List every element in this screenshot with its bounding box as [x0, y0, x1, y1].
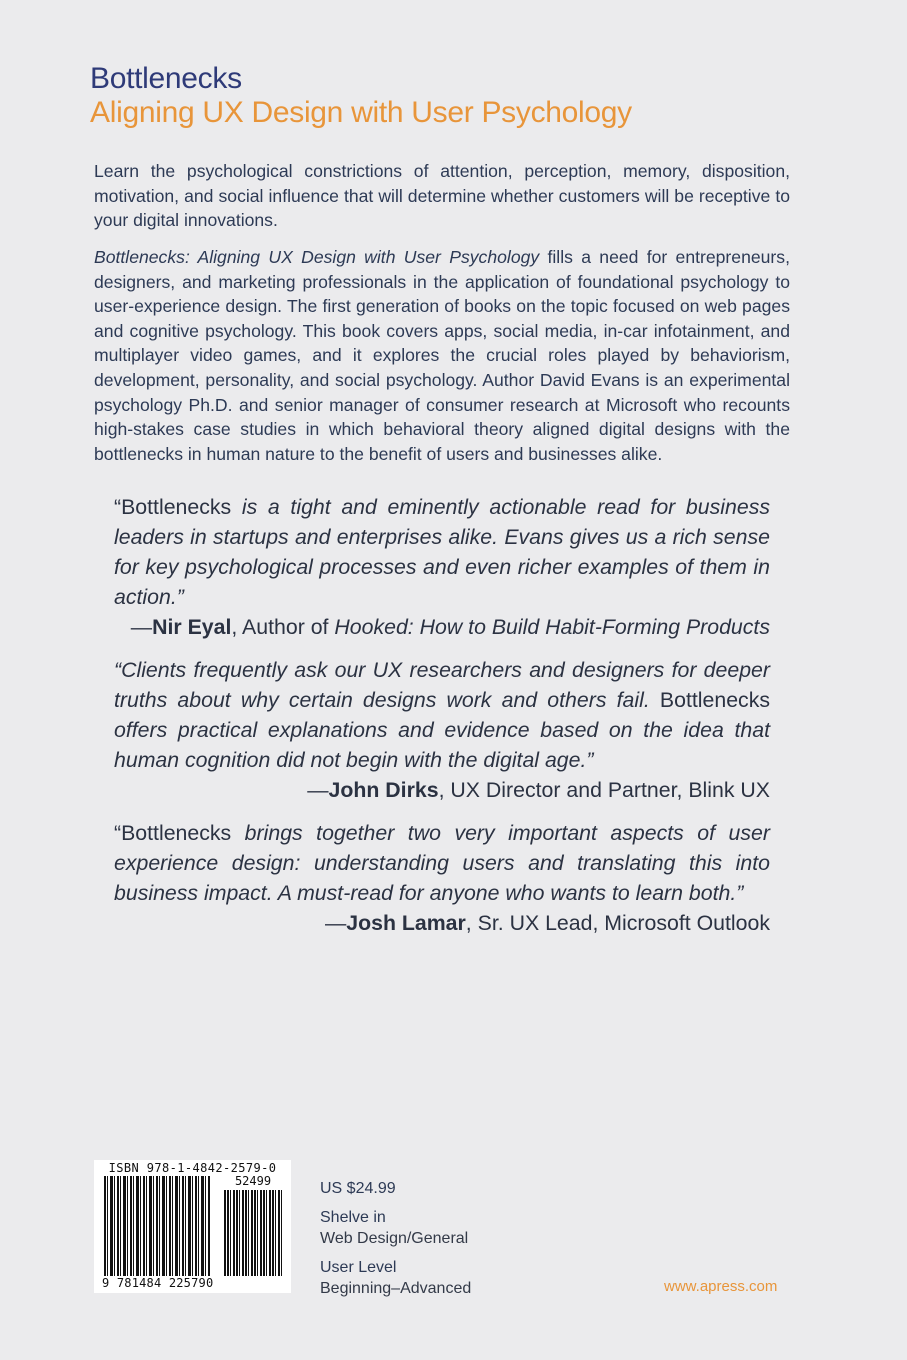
- publisher-website[interactable]: www.apress.com: [664, 1278, 778, 1295]
- testimonial-3-body: brings together two very important aspects of user experience design: understanding users and translating this into business impact. A must-read for anyone who wants to learn both.”: [114, 821, 770, 905]
- shelve-value: Web Design/General: [320, 1230, 469, 1247]
- testimonial-2-role: , UX Director and Partner, Blink UX: [438, 778, 770, 802]
- testimonials: [114, 492, 770, 951]
- testimonial-1-text: [114, 492, 770, 612]
- testimonial-2-book-name: Bottlenecks: [659, 688, 770, 712]
- testimonial-1-dash: —: [130, 615, 153, 639]
- shelve-label: Shelve in: [320, 1209, 386, 1226]
- testimonial-1-attribution: [114, 612, 770, 642]
- testimonial-3: [114, 818, 770, 938]
- book-subtitle: Aligning UX Design with User Psychology: [90, 96, 632, 129]
- testimonial-2-attribution: [114, 775, 770, 805]
- user-level-value: Beginning–Advanced: [320, 1280, 472, 1297]
- testimonial-1-body: is a tight and eminently actionable read for business leaders in startups and enterprises alike. Evans gives us a rich sense for key psychological processes and even richer examples of them in action.”: [114, 495, 770, 609]
- book-info: [320, 1178, 471, 1307]
- testimonial-1-book: Hooked: How to Build Habit-Forming Products: [334, 615, 770, 639]
- testimonial-2-name: John Dirks: [328, 778, 439, 802]
- testimonial-3-name: Josh Lamar: [346, 911, 466, 935]
- testimonial-2: [114, 655, 770, 805]
- barcode-addon-number: 52499: [234, 1174, 272, 1188]
- book-title: Bottlenecks: [90, 62, 242, 95]
- isbn-text: ISBN 978-1-4842-2579-0: [108, 1161, 277, 1175]
- testimonial-1: [114, 492, 770, 642]
- testimonial-2-body: offers practical explanations and evidence based on the idea that human cognition did not begin with the digital age.”: [114, 718, 770, 772]
- testimonial-3-text: [114, 818, 770, 908]
- testimonial-3-attribution: [114, 908, 770, 938]
- testimonial-3-open: “Bottlenecks: [114, 821, 232, 845]
- barcode: [94, 1160, 291, 1293]
- testimonial-1-role: , Author of: [231, 615, 335, 639]
- description-italic-title: Bottlenecks: Aligning UX Design with User Psychology: [94, 247, 540, 267]
- description-body: fills a need for entrepreneurs, designers, and marketing professionals in the application of foundational psychology to user-experience design. The first generation of books on the topic focused on web pages and cognitive psychology. This book covers apps, social media, in-car infotainment, and multiplayer video games, and it explores the crucial roles played by behaviorism, development, personality, and social psychology. Author David Evans is an experimental psychology Ph.D. and senior manager of consumer research at Microsoft who recounts high-stakes case studies in which behavioral theory aligned digital designs with the bottlenecks in human nature to the benefit of users and businesses alike.: [94, 247, 790, 464]
- testimonial-2-open: “Clients frequently ask our UX researchers and designers for deeper truths about why certain designs work and others fail.: [114, 658, 770, 712]
- testimonial-3-role: , Sr. UX Lead, Microsoft Outlook: [465, 911, 770, 935]
- intro-paragraph: Learn the psychological constrictions of attention, perception, memory, disposition, motivation, and social influence that will determine whether customers will be receptive to your digital innovations.: [94, 161, 790, 231]
- price: US $24.99: [320, 1180, 396, 1197]
- barcode-bars: [104, 1176, 210, 1276]
- description-paragraph: [94, 245, 790, 466]
- user-level-label: User Level: [320, 1259, 397, 1276]
- testimonial-3-dash: —: [324, 911, 347, 935]
- barcode-ean-number: 9 781484 225790: [102, 1276, 214, 1290]
- testimonial-1-name: Nir Eyal: [152, 615, 232, 639]
- testimonial-2-dash: —: [307, 778, 329, 802]
- testimonial-2-text: [114, 655, 770, 775]
- barcode-addon-bars: [224, 1190, 282, 1276]
- testimonial-1-open: “Bottlenecks: [114, 495, 232, 519]
